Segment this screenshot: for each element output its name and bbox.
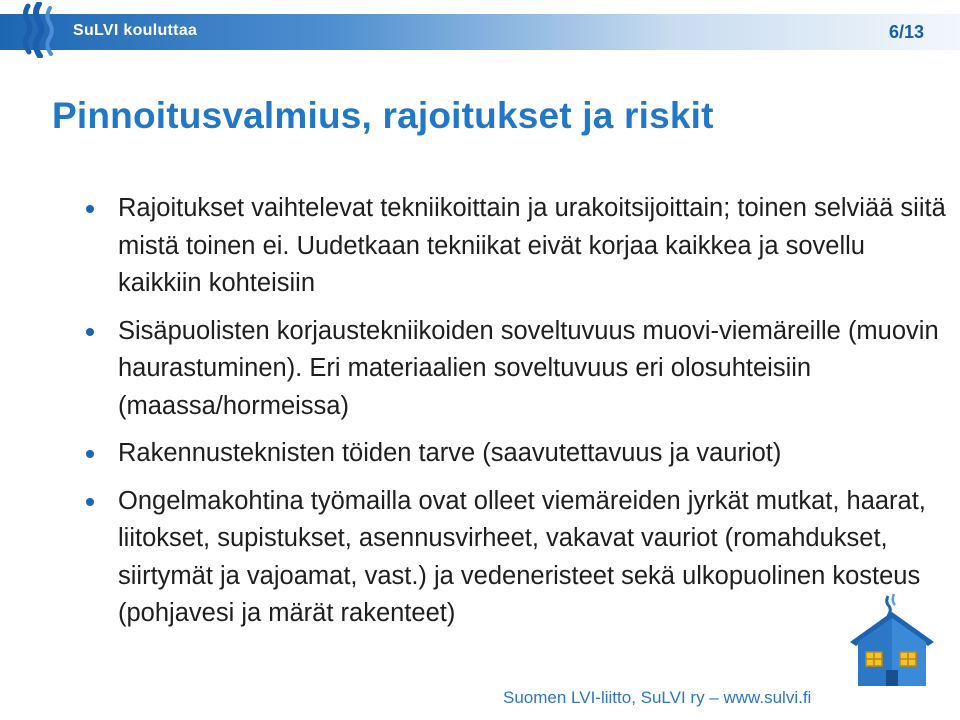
brand-label: SuLVI kouluttaa <box>73 22 198 39</box>
bullet-text: Sisäpuolisten korjaustekniikoiden soveltuvuus muovi-viemäreille (muovin haurastuminen). Eri materiaalien soveltuvuus eri olosuhteisiin (maassa/hormeissa) <box>118 316 939 420</box>
bullet-dot <box>86 450 94 458</box>
bullet-item <box>82 435 952 473</box>
page-number: 6/13 <box>888 22 924 42</box>
bullet-text: Rajoitukset vaihtelevat tekniikoittain ja urakoitsijoittain; toinen selviää siitä mistä toinen ei. Uudetkaan tekniikat eivät korjaa kaikkea ja sovellu kaikkiin kohteisiin <box>118 194 946 297</box>
bullet-item <box>82 483 952 633</box>
sulvi-logo-icon <box>20 2 58 58</box>
bullet-dot <box>86 205 94 213</box>
bullet-dot <box>86 328 94 336</box>
bullet-item <box>82 313 952 426</box>
bullet-list <box>82 190 952 643</box>
blue-house-icon <box>842 590 942 690</box>
bullet-text: Rakennusteknisten töiden tarve (saavutettavuus ja vauriot) <box>118 439 782 467</box>
bullet-item <box>82 190 952 303</box>
slide-title: Pinnoitusvalmius, rajoitukset ja riskit <box>52 95 714 136</box>
bullet-text: Ongelmakohtina työmailla ovat olleet viemäreiden jyrkät mutkat, haarat, liitokset, supistukset, asennusvirheet, vakavat vauriot (romahdukset, siirtymät ja vajoamat, vast.) ja vedeneristeet sekä ulkopuolinen kosteus (pohjavesi ja märät rakenteet) <box>118 486 926 627</box>
footer-text: Suomen LVI-liitto, SuLVI ry – www.sulvi.fi <box>503 688 812 707</box>
bullet-dot <box>86 498 94 506</box>
